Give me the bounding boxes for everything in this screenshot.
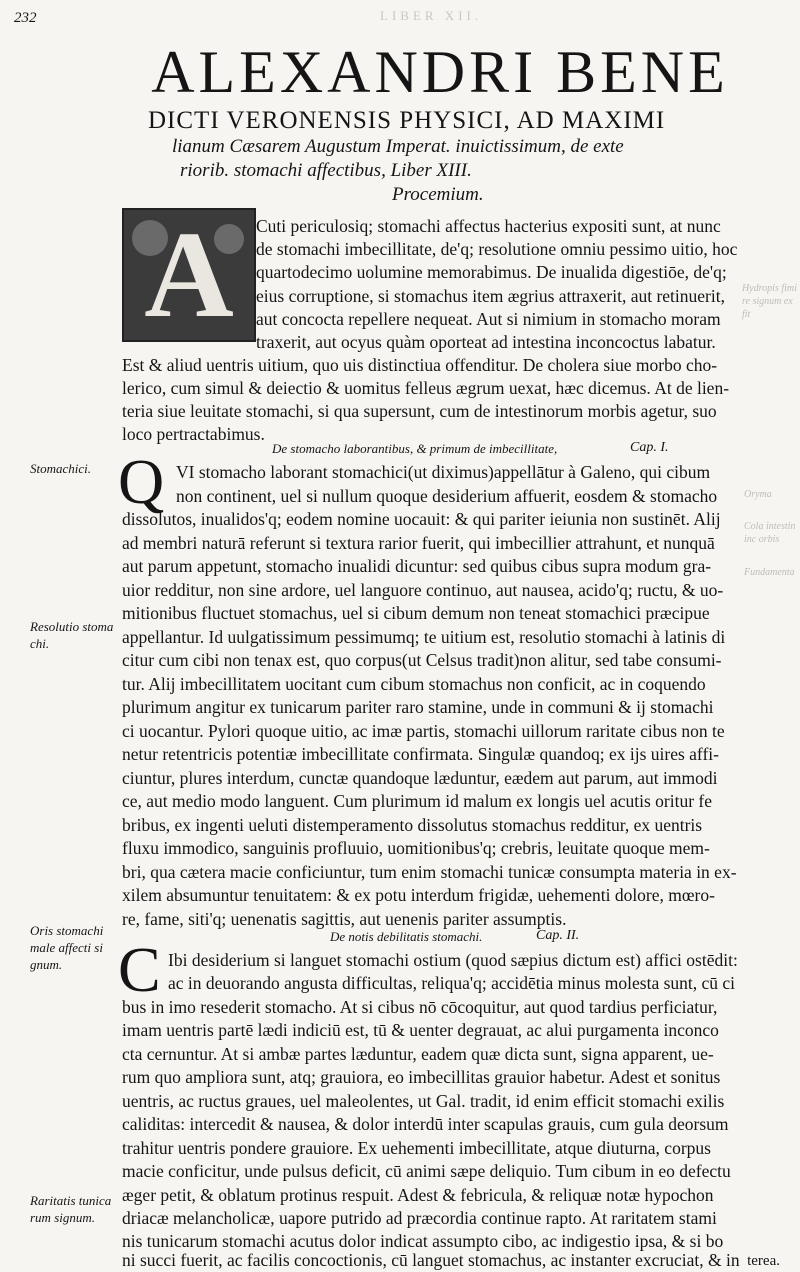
chapter-initial: Q [118,446,165,517]
chapter-line: ac in deuorando angusta difficultas, reliqua'q; accidētia minus molesta sunt, cū ci [168,973,736,993]
page-number: 232 [14,10,37,26]
proemium-line: loco pertractabimus. [122,424,265,444]
chapter-line: dissolutos, inualidos'q; eodem nomine uocauit: & qui pariter ieiunia non sustinēt. Alij [122,509,721,529]
chapter-line: imam uentris partē lædi indiciū est, tū & uenter degrauat, ac alui purgamenta inconco [122,1020,719,1040]
chapter-line: cta cernuntur. At si ambæ partes læduntur, eadem quæ dicta sunt, signa apparent, ue- [122,1044,714,1064]
bleed-through-note: Cola intestin inc orbis [744,521,796,545]
proemium-line: eius corruptione, si stomachus item ægrius attraxerit, aut retinuerit, [256,286,725,306]
catchword: terea. [747,1253,780,1269]
title-line-1: ALEXANDRI BENE [151,39,729,105]
proemium-line: lerico, cum simul & deiectio & uomitus felleus ægrum uexat, hæc dicemus. At de lien- [122,378,730,398]
title-line-2: DICTI VERONENSIS PHYSICI, AD MAXIMI [148,107,666,134]
chapter-line: re, fame, siti'q; uenenatis sagittis, aut uenenis pariter assumptis. [122,909,567,929]
chapter-line: aut parum appetunt, stomacho inualidi dicuntur: sed quibus cibus supra modum gra- [122,556,712,576]
chapter-line: bri, qua cætera macie conficiuntur, tum enim stomachi tunicæ consumpta materia in ex- [122,862,737,882]
proemium-line: aut concocta repellere nequeat. Aut si nimium in stomacho moram [256,309,721,329]
proemium-line: Est & aliud uentris uitium, quo uis distinctiua offenditur. De cholera siue morbo cho- [122,355,718,375]
chapter-line: driacæ melancholicæ, uapore putrido ad præcordia continue rapto. At raritatem stami [122,1208,717,1228]
chapter-line: bribus, ex ingenti ueluti distemperamento dissolutus stomachus redditur, ex uentris [122,815,703,835]
chapter-line: trahitur uentris pondere grauiore. Ex uehementi imbecillitate, atque diuturna, corpus [122,1138,711,1158]
chapter-line: macie conficitur, unde pulsus deficit, cū animi sæpe deliquio. Tum cibum in eo defectu [122,1161,731,1181]
proemium-line: teria siue leuitate stomachi, si qua supersunt, cum de intestinorum morbis agetur, suo [122,401,717,421]
bleed-through-note: Hydropis fimi re signum ex fit [742,283,797,320]
chapter-line: ni succi fuerit, ac facilis concoctionis, cū languet stomachus, ac instanter excruciat, & in [122,1250,740,1270]
chapter-line: fluxu immodico, sanguinis profluuio, uomitionibus'q; crebris, leuitate quoque mem- [122,838,710,858]
proemium-line: traxerit, aut ocyus quàm oporteat ad intestina inconcoctus labatur. [256,332,716,352]
proemium-line: de stomachi imbecillitate, de'q; resolutione omniu pessimo uitio, hoc [256,239,738,259]
chapter-line: rum quo ampliora sunt, atq; grauiora, eo imbecillitas grauior habetur. Adest et sonitus [122,1067,721,1087]
chapter-line: mitionibus fluctuet stomachus, uel si cibum demum non teneat stomachici præcipue [122,603,710,623]
margin-note: Resolutio stoma chi. [30,619,114,651]
chapter-line: æger petit, & oblatum protinus respuit. Adest & febricula, & reliquæ notæ hypochon [122,1185,714,1205]
chapter-line: xilem absumuntur tenuitatem: & ex potu interdum frigidæ, uehementi dolore, mœro- [122,885,715,905]
margin-note: Oris stomachi male affecti si gnum. [30,923,104,972]
chapter-heading: De notis debilitatis stomachi. [330,929,483,944]
chapter-line: ciuntur, plures interdum, cunctæ quandoque læduntur, eædem aut parum, aut immodi [122,768,718,788]
margin-note: Stomachici. [30,461,92,476]
chapter-line: tur. Alij imbecillitatem uocitant cum cibum stomachus non conficit, ac in coquendo [122,674,706,694]
decorated-initial-a-icon [122,208,256,342]
chapter-heading: De stomacho laborantibus, & primum de imbecillitate, [272,441,558,456]
chapter-number: Cap. II. [536,928,580,943]
chapter-line: bus in imo resederit stomacho. At si cibus nō cōcoquitur, aut quod tardius perficiatur, [122,997,718,1017]
chapter-line: citur cum cibi non tenax est, quo corpus(ut Celsus tradit)non alitur, sed tabe consumi- [122,650,722,670]
chapter-line: ci uocantur. Pylori quoque uitio, ac imæ partis, stomachi uillorum raritate cibus non te [122,721,725,741]
bleed-through-note: Oryma [744,489,772,500]
chapter-line: VI stomacho laborant stomachici(ut diximus)appellātur à Galeno, qui cibum [176,462,711,482]
chapter-line: ce, aut medio modo languent. Cum plurimum id malum ex longis uel acutis oritur fe [122,791,713,811]
chapter-line: nis tunicarum stomachi acutus dolor indicat assumpto cibo, ac indigestio ipsa, & si bo [122,1231,724,1251]
title-line-4: riorib. stomachi affectibus, Liber XIII. [180,160,472,181]
chapter-line: uentris, ac ructus graues, uel maleolentes, ut Gal. tradit, id enim efficit stomachi exilis [122,1091,725,1111]
chapter-line: plurimum angitur ex tunicarum pariter raro stamine, unde in communi & ij stomachi [122,697,714,717]
title-line-3: lianum Cæsarem Augustum Imperat. inuictissimum, de exte [172,136,624,157]
chapter-line: uior redditur, non sine ardore, uel languore continuo, aut nausea, acido'q; ructu, & uo- [122,580,724,600]
bleed-through-note: Fundamenta [744,567,795,578]
bleed-through-running-head: LIBER XII. [380,8,483,23]
chapter-line: Ibi desiderium si languet stomachi ostium (quod sæpius dictum est) affici ostēdit: [168,950,738,970]
chapter-line: non continent, uel si nullum quoque desiderium affuerit, eosdem & stomacho [176,486,718,506]
chapter-line: caliditas: intercedit & nausea, & dolor interdū inter scapulas grauis, cum gula deorsum [122,1114,729,1134]
chapter-initial: C [118,934,161,1005]
chapter-line: netur retentricis potentiæ imbecillitate confirmata. Singulæ quandoq; ex ijs uires affi- [122,744,719,764]
chapter-number: Cap. I. [630,440,669,455]
chapter-line: appellantur. Id uulgatissimum pessimumq; te uitium est, resolutio stomachi à latinis di [122,627,726,647]
initial-letter: A [144,206,234,343]
proemium-heading: Procemium. [392,184,484,205]
chapter-line: ad membri naturā referunt si textura rarior fuerit, qui imbecillier attrahunt, et nunquā [122,533,715,553]
proemium-line: Cuti periculosiq; stomachi affectus hacterius expositi sunt, at nunc [256,216,721,236]
proemium-line: quartodecimo uolumine memorabimus. De inualida digestiōe, de'q; [256,262,727,282]
margin-note: Raritatis tunica rum signum. [30,1193,112,1225]
